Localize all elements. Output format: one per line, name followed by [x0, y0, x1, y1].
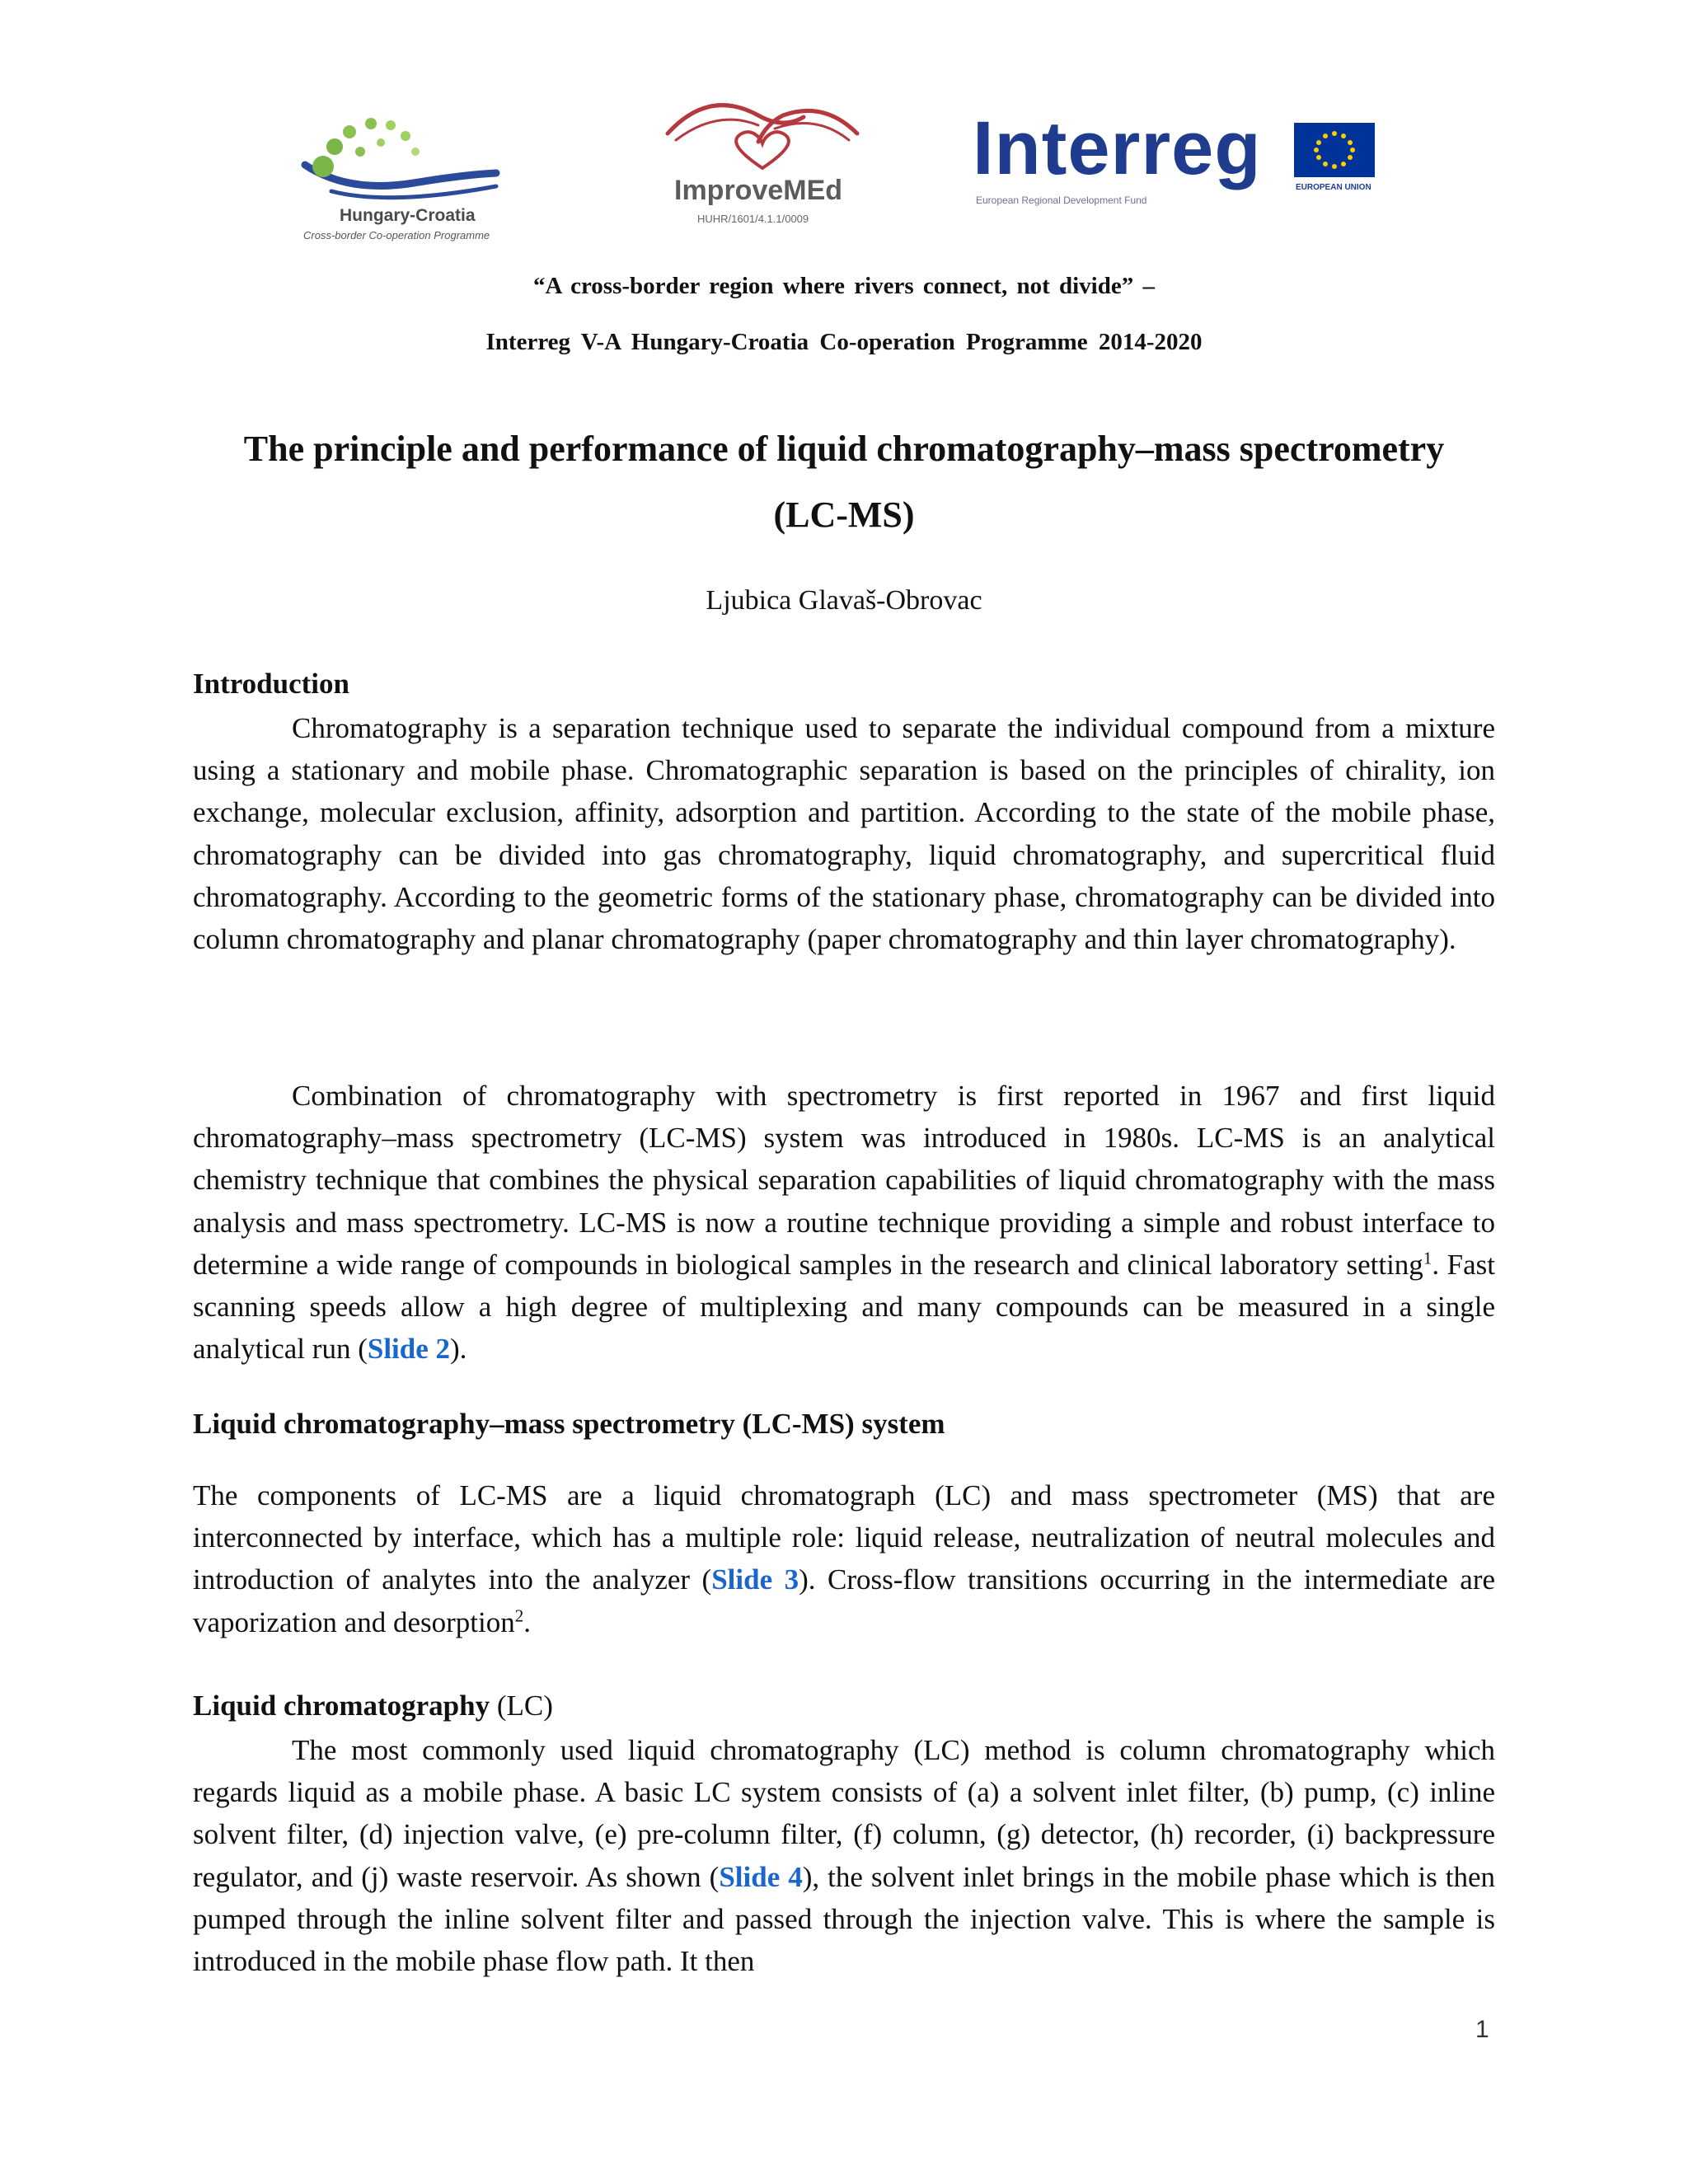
heading-lcms-system: Liquid chromatography–mass spectrometry (LC-MS) system [193, 1408, 945, 1440]
lc-paragraph [193, 1729, 1495, 1982]
intro-paragraph-1: Chromatography is a separation technique used to separate the individual compound from a mixture using a stationary and mobile phase. Chromatographic separation is based on the principles of chirality, ion exchange, molecular exclusion, affinity, adsorption and partition. According to the state of the mobile phase, chromatography can be divided into gas chromatography, liquid chromatography, and supercritical fluid chromatography. According to the geometric forms of the stationary phase, chromatography can be divided into column chromatography and planar chromatography (paper chromatography and thin layer chromatography). [193, 712, 1495, 956]
page-number: 1 [1475, 2016, 1489, 2043]
hungary-croatia-subtitle: Cross-border Co-operation Programme [303, 229, 490, 241]
header-logos [0, 0, 1688, 264]
heading-liquid-chromatography [193, 1690, 553, 1722]
lcms-text-b: ). Cross-flow transitions occurring in the intermediate are vaporization and desorption [193, 1563, 1496, 1638]
hungary-croatia-logo [298, 115, 521, 255]
slide-3-link[interactable]: Slide 3 [711, 1563, 799, 1596]
footnote-ref-1[interactable]: 1 [1423, 1248, 1432, 1268]
improvemed-logo [659, 92, 865, 232]
lcms-paragraph [193, 1474, 1495, 1643]
programme-name: Interreg V-A Hungary-Croatia Co-operation Programme 2014-2020 [485, 329, 1203, 355]
footnote-ref-2[interactable]: 2 [514, 1605, 524, 1625]
improvemed-code: HUHR/1601/4.1.1/0009 [697, 213, 809, 225]
improvemed-name: ImproveMEd [674, 175, 843, 206]
lc-text-b: ), the solvent inlet brings in the mobile phase which is then pumped through the inline solvent filter and passed through the injection valve. This is where the sample is introduced in the mobile phase flow path. It then [193, 1860, 1495, 1978]
title-line-2: (LC-MS) [773, 494, 915, 535]
hungary-croatia-emblem-icon [298, 115, 521, 206]
hungary-croatia-name: Hungary-Croatia [340, 206, 476, 225]
intro-paragraph-2 [193, 1075, 1495, 1370]
interreg-name: Interreg [973, 106, 1262, 190]
heading-introduction: Introduction [193, 668, 349, 700]
lcms-text-c: . [523, 1605, 531, 1638]
intro-p2-text-c: ). [450, 1333, 467, 1366]
lc-heading-bold: Liquid chromatography [193, 1690, 490, 1722]
improvemed-hands-icon [659, 92, 865, 175]
intro-p2-text-b: . Fast scanning speeds allow a high degree of multiplexing and many compounds can be measured in a single analytical run ( [193, 1248, 1495, 1366]
eu-flag-icon [1294, 123, 1375, 177]
interreg-logo [973, 106, 1385, 214]
motto: “A cross-border region where rivers connect, not divide” – [533, 273, 1155, 299]
lcms-text-a: The components of LC-MS are a liquid chromatograph (LC) and mass spectrometer (MS) that are interconnected by interface, which has a multiple role: liquid release, neutralization of neutral molecules and introduction of analytes into the analyzer ( [193, 1479, 1495, 1596]
intro-p2-text-a: Combination of chromatography with spectrometry is first reported in 1967 and first liquid chromatography–mass spectrometry (LC-MS) system was introduced in 1980s. LC-MS is an analytical chemistry technique that combines the physical separation capabilities of liquid chromatography with the mass analysis and mass spectrometry. LC-MS is now a routine technique providing a simple and robust interface to determine a wide range of compounds in biological samples in the research and clinical laboratory setting [193, 1080, 1495, 1281]
eu-label: EUROPEAN UNION [1296, 183, 1372, 192]
slide-2-link[interactable]: Slide 2 [367, 1333, 451, 1366]
lc-text-a: The most commonly used liquid chromatography (LC) method is column chromatography which regards liquid as a mobile phase. A basic LC system consists of (a) a solvent inlet filter, (b) pump, (c) inline solvent filter, (d) injection valve, (e) pre-column filter, (f) column, (g) detector, (h) recorder, (i) backpressure regulator, and (j) waste reservoir. As shown ( [193, 1734, 1495, 1893]
lc-heading-normal: (LC) [496, 1690, 553, 1722]
document-title [165, 416, 1523, 548]
title-line-1: The principle and performance of liquid chromatography–mass spectrometry [243, 429, 1445, 469]
author: Ljubica Glavaš-Obrovac [706, 585, 982, 616]
slide-4-link[interactable]: Slide 4 [719, 1860, 803, 1893]
interreg-fund: European Regional Development Fund [976, 194, 1147, 206]
